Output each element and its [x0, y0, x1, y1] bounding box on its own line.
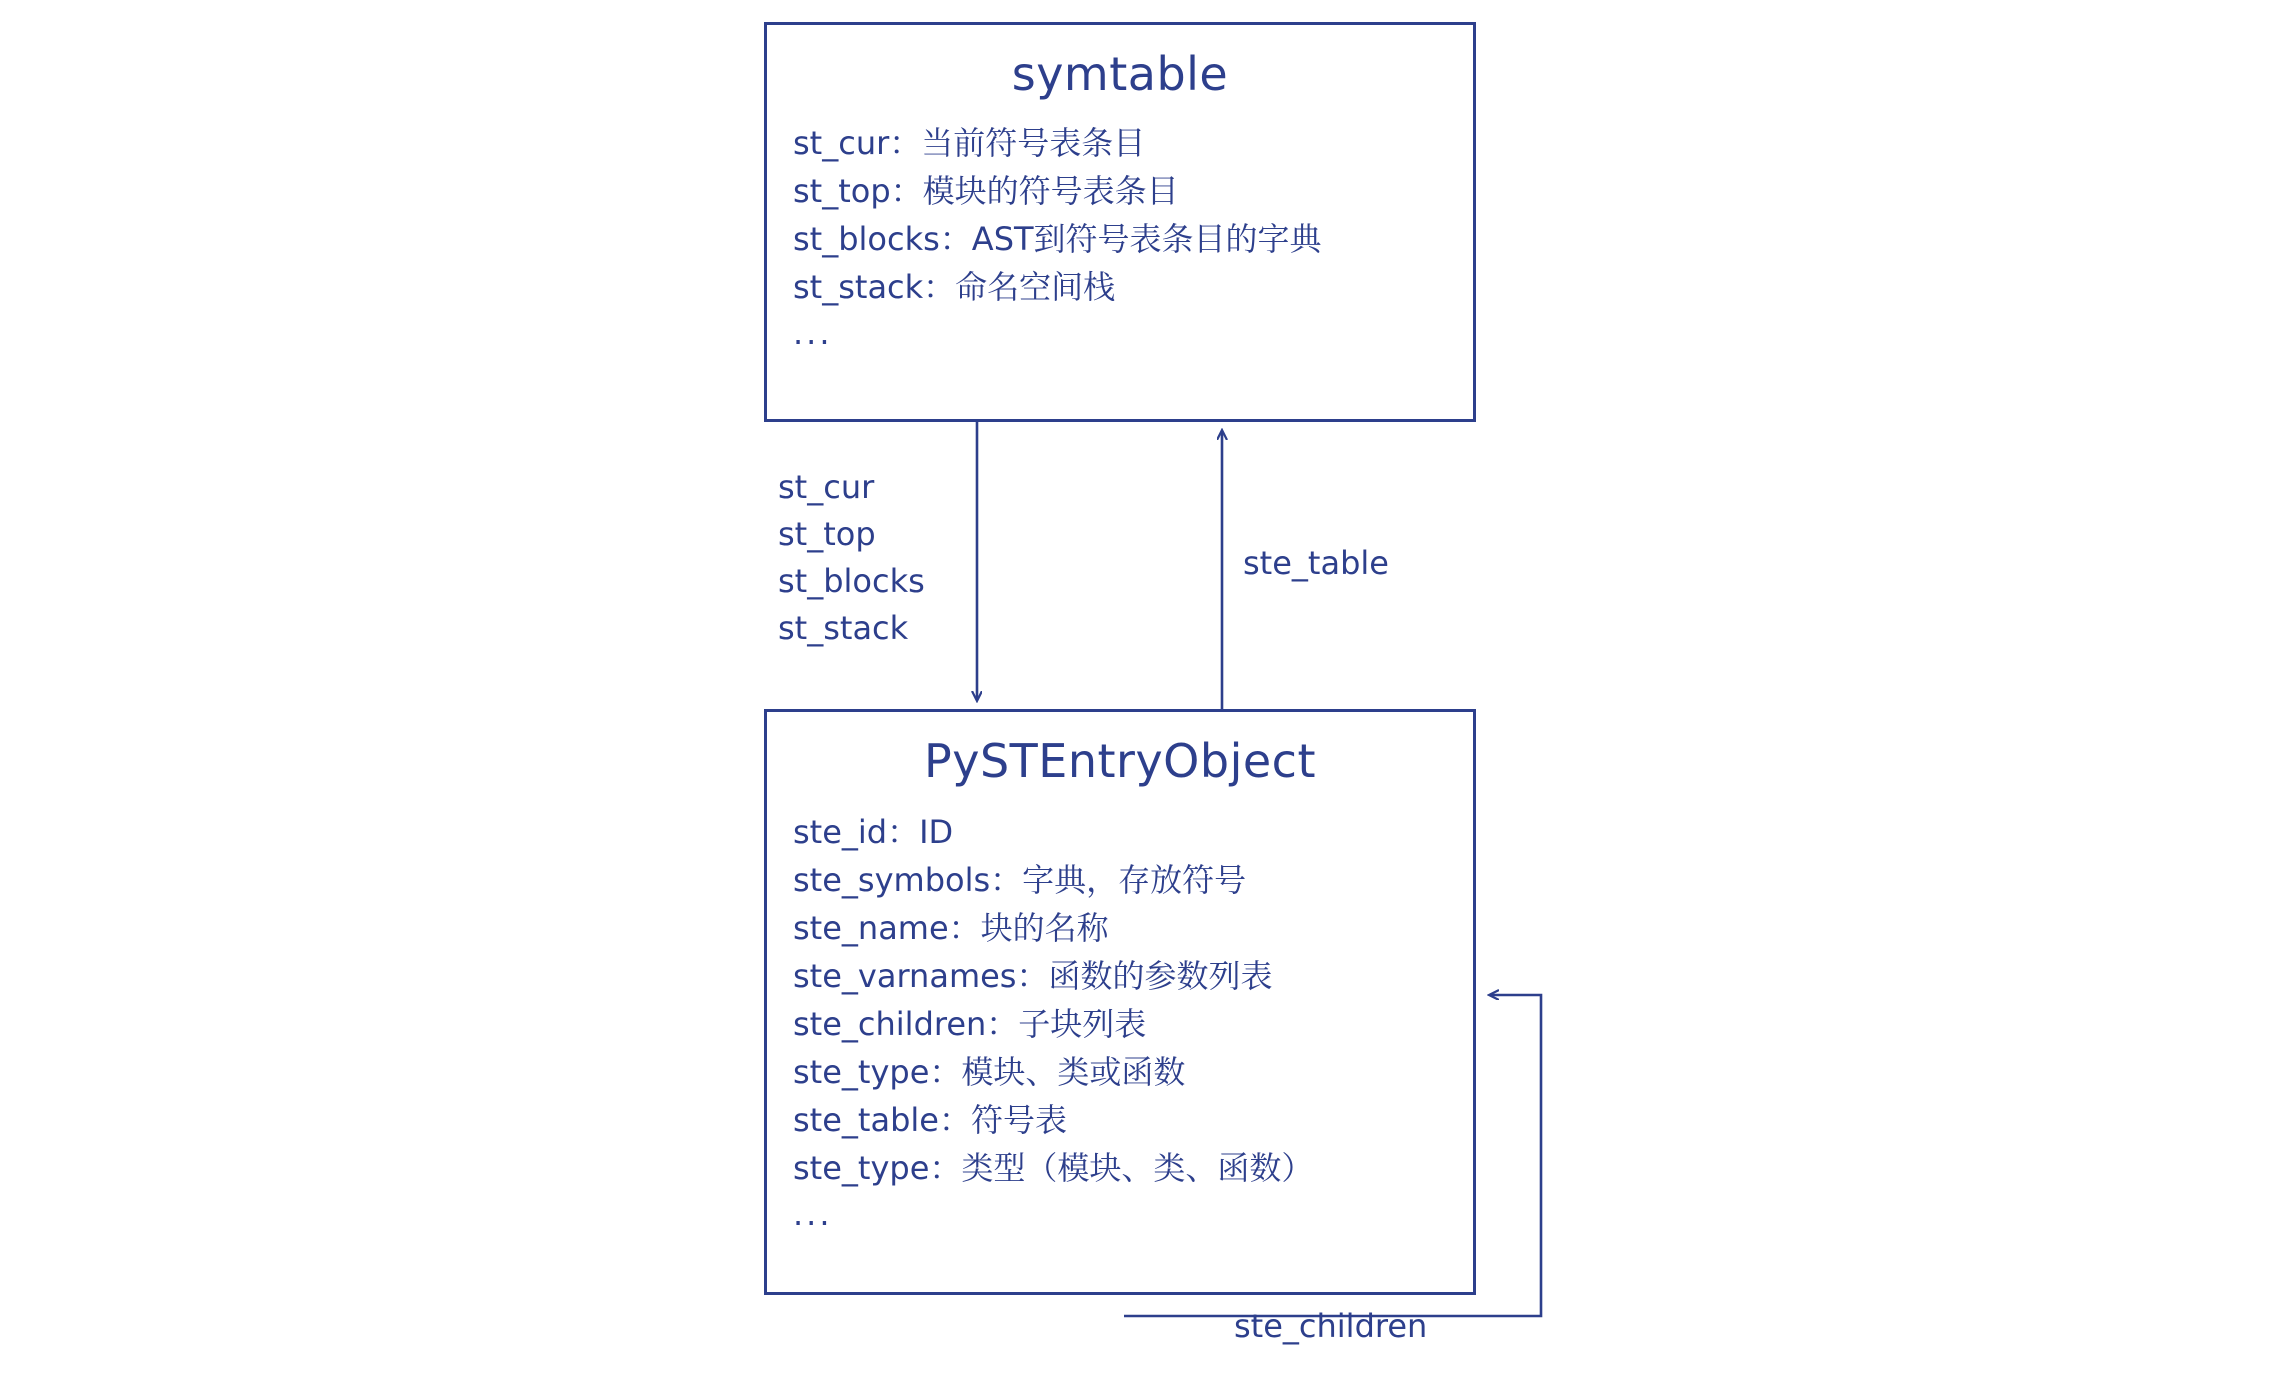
node-pystentryobject	[764, 709, 1476, 1295]
field-ste-type-detail: ste_type：类型（模块、类、函数）	[793, 1149, 1314, 1187]
field-ste-varnames: ste_varnames：函数的参数列表	[793, 957, 1273, 995]
field-ste-table: ste_table：符号表	[793, 1101, 1067, 1139]
node-symtable-fields	[767, 111, 1473, 355]
field-st-cur: st_cur：当前符号表条目	[793, 124, 1146, 162]
field-st-stack: st_stack：命名空间栈	[793, 268, 1116, 306]
node-symtable	[764, 22, 1476, 422]
field-ste-id: ste_id：ID	[793, 813, 954, 851]
node-symtable-title: symtable	[1011, 47, 1229, 101]
edge-label-st-stack: st_stack	[778, 609, 909, 647]
node-pystentryobject-title: PySTEntryObject	[924, 734, 1316, 788]
field-ellipsis: ...	[793, 1195, 833, 1233]
field-st-blocks: st_blocks：AST到符号表条目的字典	[793, 220, 1322, 258]
field-ellipsis: ...	[793, 314, 833, 352]
field-ste-name: ste_name：块的名称	[793, 909, 1109, 947]
edge-label-st-top: st_top	[778, 515, 876, 553]
field-st-top: st_top：模块的符号表条目	[793, 172, 1179, 210]
edge-label-ste-table: ste_table	[1243, 544, 1389, 582]
field-ste-type: ste_type：模块、类或函数	[793, 1053, 1186, 1091]
edge-label-ste-children: ste_children	[1234, 1307, 1428, 1345]
node-pystentryobject-fields	[767, 798, 1473, 1236]
field-ste-symbols: ste_symbols：字典，存放符号	[793, 861, 1247, 899]
edge-label-st-cur: st_cur	[778, 468, 875, 506]
edge-label-st-blocks: st_blocks	[778, 562, 925, 600]
field-ste-children: ste_children：子块列表	[793, 1005, 1147, 1043]
